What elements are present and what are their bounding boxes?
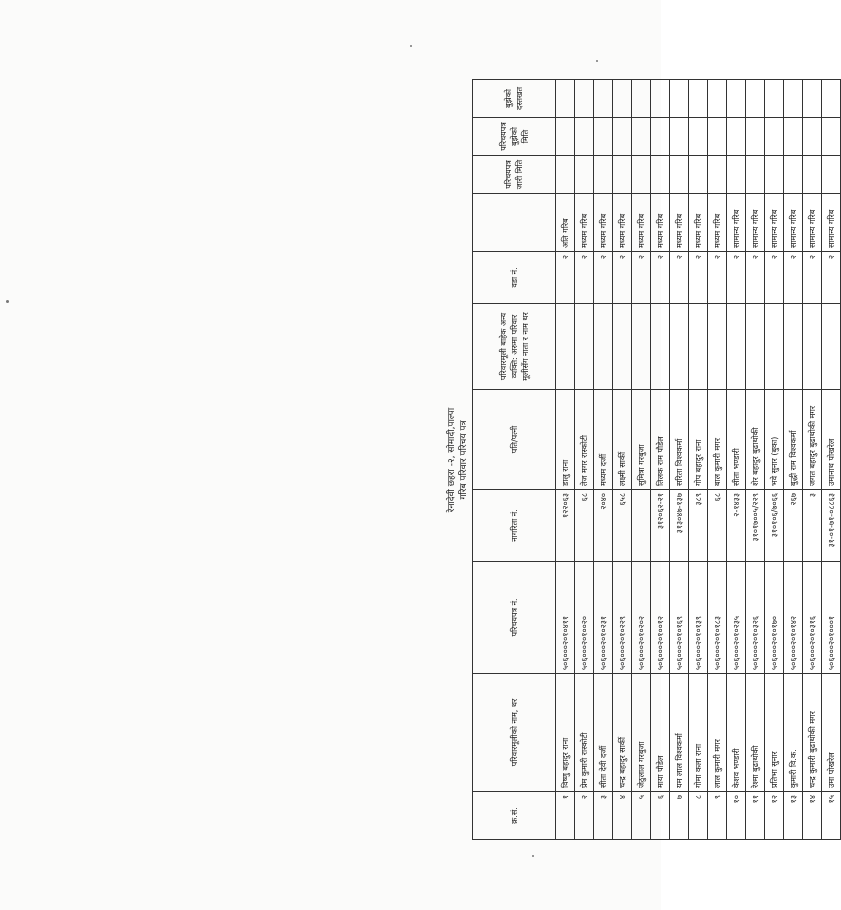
cell-spouse: सुमित्रा गरबुजा — [632, 390, 651, 490]
cell-ward: २ — [632, 252, 651, 304]
cell-other-member — [822, 304, 841, 390]
cell-signature — [689, 80, 708, 118]
cell-spouse: डालु राना — [556, 390, 575, 490]
cell-category: सामान्य गरिब — [822, 194, 841, 252]
cell-name: प्रतिभा सुनार — [765, 674, 784, 792]
cell-issue-date — [594, 156, 613, 194]
cell-other-member — [670, 304, 689, 390]
cell-spouse: भवे सुनार (बुका) — [765, 390, 784, 490]
cell-category: मध्यम गरिब — [575, 194, 594, 252]
table-row — [727, 80, 746, 840]
cell-issue-date — [651, 156, 670, 194]
cell-spouse: सरिता विश्वकर्मा — [670, 390, 689, 490]
col-header-category — [473, 194, 556, 252]
cell-citizenship: ३१०१७००५/२२९ — [746, 490, 765, 562]
cell-ward: २ — [803, 252, 822, 304]
cell-ward: २ — [556, 252, 575, 304]
cell-sn: ५ — [632, 792, 651, 840]
cell-card-no: ५०६०००२०१०२३५ — [727, 562, 746, 674]
cell-category: मध्यम गरिब — [689, 194, 708, 252]
col-header-card-no: परिचयपत्र नं. — [473, 562, 556, 674]
cell-signature — [822, 80, 841, 118]
cell-card-no: ५०६०००२०१००२० — [575, 562, 594, 674]
table-row — [689, 80, 708, 840]
cell-other-member — [632, 304, 651, 390]
table-row — [556, 80, 575, 840]
table-row — [708, 80, 727, 840]
cell-sn: १५ — [822, 792, 841, 840]
cell-issue-date — [632, 156, 651, 194]
cell-signature — [746, 80, 765, 118]
cell-spouse: सीता भण्डारी — [727, 390, 746, 490]
cell-card-no: ५०६०००२०१०४११ — [556, 562, 575, 674]
cell-sn: ३ — [594, 792, 613, 840]
cell-citizenship: ३१३०४७-१३७ — [670, 490, 689, 562]
cell-issue-date — [765, 156, 784, 194]
cell-receive-date — [822, 118, 841, 156]
cell-citizenship: ६८ — [708, 490, 727, 562]
col-header-ward: वडा नं. — [473, 252, 556, 304]
cell-other-member — [708, 304, 727, 390]
cell-receive-date — [784, 118, 803, 156]
cell-citizenship: २०४० — [594, 490, 613, 562]
cell-citizenship: ३१-०१-७१-०८८६३ — [822, 490, 841, 562]
cell-ward: २ — [746, 252, 765, 304]
table-row — [613, 80, 632, 840]
cell-spouse: मध्यम दर्जी — [594, 390, 613, 490]
cell-name: रेश्मा बुढाथोकी — [746, 674, 765, 792]
col-header-signature: बुझेको दस्तखत — [473, 80, 556, 118]
table-row — [670, 80, 689, 840]
table-row — [765, 80, 784, 840]
cell-card-no: ५०६०००२०१०१३९ — [689, 562, 708, 674]
cell-name: प्रेम कुमारी रास्कोटी — [575, 674, 594, 792]
cell-spouse: तिलक राम पौडेल — [651, 390, 670, 490]
cell-signature — [784, 80, 803, 118]
cell-category: सामान्य गरिब — [803, 194, 822, 252]
col-header-other-member: परिवारमूली बाहेक अन्य व्यक्ति: अरुमा परिवार मूलीसँग नाता र नाम थर — [473, 304, 556, 390]
cell-receive-date — [632, 118, 651, 156]
cell-sn: ७ — [670, 792, 689, 840]
cell-card-no: ५०६०००२०१००१२ — [651, 562, 670, 674]
cell-signature — [613, 80, 632, 118]
cell-receive-date — [613, 118, 632, 156]
cell-category: सामान्य गरिब — [727, 194, 746, 252]
cell-sn: २ — [575, 792, 594, 840]
cell-spouse: बुद्धी राम विश्वकर्मा — [784, 390, 803, 490]
cell-ward: २ — [613, 252, 632, 304]
scan-speck — [596, 60, 598, 62]
cell-name: विष्णु बहादुर राना — [556, 674, 575, 792]
cell-card-no: ५०६०००२०१०१४२ — [784, 562, 803, 674]
cell-other-member — [689, 304, 708, 390]
cell-name: चन्द्र कुमारी बुढाथोकी मगर — [803, 674, 822, 792]
col-header-issue-date: परिचयपत्र जारी मिति — [473, 156, 556, 194]
cell-other-member — [575, 304, 594, 390]
cell-name: गोमा कला राना — [689, 674, 708, 792]
table-row — [575, 80, 594, 840]
cell-spouse: जगत बहादुर बुढाथोकी मगर — [803, 390, 822, 490]
cell-category: सामान्य गरिब — [765, 194, 784, 252]
table-row — [632, 80, 651, 840]
cell-citizenship: ३८९ — [689, 490, 708, 562]
cell-sn: १२ — [765, 792, 784, 840]
cell-other-member — [803, 304, 822, 390]
cell-spouse: लक्ष्मी सार्की — [613, 390, 632, 490]
col-header-name: परिवारमूलीको नाम, थर — [473, 674, 556, 792]
cell-signature — [632, 80, 651, 118]
cell-ward: २ — [822, 252, 841, 304]
cell-issue-date — [708, 156, 727, 194]
cell-receive-date — [765, 118, 784, 156]
col-header-sn: क्र.सं. — [473, 792, 556, 840]
cell-other-member — [556, 304, 575, 390]
cell-citizenship: २-१४३३ — [727, 490, 746, 562]
cell-sn: ९ — [708, 792, 727, 840]
cell-category: मध्यम गरिब — [632, 194, 651, 252]
cell-spouse: गोप बहादुर राना — [689, 390, 708, 490]
table-row — [803, 80, 822, 840]
header-row — [473, 80, 556, 840]
cell-card-no: ५०६०००२०१०३१६ — [803, 562, 822, 674]
cell-ward: २ — [708, 252, 727, 304]
cell-category: सामान्य गरिब — [746, 194, 765, 252]
scan-speck — [6, 300, 9, 303]
document-heading: रेनादेवी छहरा -२, सोमादी,पाल्पा — [447, 407, 457, 513]
cell-sn: ४ — [613, 792, 632, 840]
table-row — [784, 80, 803, 840]
cell-ward: २ — [689, 252, 708, 304]
cell-signature — [575, 80, 594, 118]
cell-receive-date — [746, 118, 765, 156]
cell-receive-date — [670, 118, 689, 156]
cell-name: माया पौडेल — [651, 674, 670, 792]
cell-signature — [708, 80, 727, 118]
cell-spouse: उमानाथ पोखरेल — [822, 390, 841, 490]
cell-receive-date — [803, 118, 822, 156]
cell-signature — [594, 80, 613, 118]
scan-speck — [410, 45, 412, 47]
cell-name: उमा पोखरेल — [822, 674, 841, 792]
cell-issue-date — [727, 156, 746, 194]
cell-other-member — [651, 304, 670, 390]
cell-issue-date — [803, 156, 822, 194]
cell-sn: ११ — [746, 792, 765, 840]
cell-sn: १४ — [803, 792, 822, 840]
cell-card-no: ५०६०००२०१०१७० — [765, 562, 784, 674]
cell-name: चन्द्र बहादुर सार्की — [613, 674, 632, 792]
cell-category: मध्यम गरिब — [670, 194, 689, 252]
cell-sn: १३ — [784, 792, 803, 840]
cell-ward: २ — [651, 252, 670, 304]
cell-other-member — [765, 304, 784, 390]
cell-sn: १० — [727, 792, 746, 840]
document-subheading: गरिब परिवार परिचय पत्र — [459, 420, 469, 500]
cell-signature — [765, 80, 784, 118]
cell-receive-date — [575, 118, 594, 156]
cell-spouse: तेज मगर रास्कोटी — [575, 390, 594, 490]
cell-name: लाल कुमारी मगर — [708, 674, 727, 792]
cell-ward: २ — [575, 252, 594, 304]
table-row — [746, 80, 765, 840]
table-row — [651, 80, 670, 840]
cell-receive-date — [556, 118, 575, 156]
cell-name: जेठुलाल गरबुजा — [632, 674, 651, 792]
cell-issue-date — [689, 156, 708, 194]
cell-receive-date — [689, 118, 708, 156]
cell-category: अति गरिब — [556, 194, 575, 252]
cell-citizenship — [632, 490, 651, 562]
cell-other-member — [594, 304, 613, 390]
cell-signature — [803, 80, 822, 118]
cell-signature — [727, 80, 746, 118]
cell-sn: ८ — [689, 792, 708, 840]
cell-issue-date — [556, 156, 575, 194]
cell-issue-date — [746, 156, 765, 194]
cell-name: सीता देवी दर्जी — [594, 674, 613, 792]
poor-family-table — [472, 79, 841, 840]
col-header-spouse: पति/पत्नी — [473, 390, 556, 490]
scan-speck — [532, 855, 534, 857]
cell-ward: २ — [594, 252, 613, 304]
cell-citizenship: ६५८ — [613, 490, 632, 562]
cell-receive-date — [651, 118, 670, 156]
cell-other-member — [784, 304, 803, 390]
cell-citizenship: १२२०६३ — [556, 490, 575, 562]
table-row — [822, 80, 841, 840]
cell-other-member — [746, 304, 765, 390]
cell-signature — [556, 80, 575, 118]
cell-card-no: ५०६०००२०१०००१ — [822, 562, 841, 674]
col-header-receive-date: परिचयपत्र बुझेको मिति — [473, 118, 556, 156]
cell-ward: २ — [727, 252, 746, 304]
cell-card-no: ५०६०००२०१०२३१ — [594, 562, 613, 674]
cell-citizenship: ३१२०६२-२१ — [651, 490, 670, 562]
cell-citizenship: २६७ — [784, 490, 803, 562]
cell-ward: २ — [784, 252, 803, 304]
cell-citizenship: ३ — [803, 490, 822, 562]
cell-receive-date — [727, 118, 746, 156]
cell-other-member — [613, 304, 632, 390]
cell-card-no: ५०६०००२०१०२०२ — [632, 562, 651, 674]
cell-other-member — [727, 304, 746, 390]
table-row — [594, 80, 613, 840]
cell-citizenship: ६८ — [575, 490, 594, 562]
cell-category: मध्यम गरिब — [708, 194, 727, 252]
rotated-document — [88, 80, 836, 840]
cell-spouse: बाल कुमारी मगर — [708, 390, 727, 490]
col-header-citizenship: नागरिता नं. — [473, 490, 556, 562]
cell-card-no: ५०६०००२०१०१६९ — [670, 562, 689, 674]
cell-ward: २ — [765, 252, 784, 304]
cell-card-no: ५०६०००२०१०३२६ — [746, 562, 765, 674]
cell-issue-date — [575, 156, 594, 194]
cell-category: मध्यम गरिब — [651, 194, 670, 252]
cell-sn: ६ — [651, 792, 670, 840]
cell-citizenship: ३१०१०६/७०६६ — [765, 490, 784, 562]
cell-category: मध्यम गरिब — [613, 194, 632, 252]
cell-issue-date — [670, 156, 689, 194]
cell-issue-date — [822, 156, 841, 194]
cell-signature — [670, 80, 689, 118]
cell-category: सामान्य गरिब — [784, 194, 803, 252]
cell-category: मध्यम गरिब — [594, 194, 613, 252]
cell-sn: १ — [556, 792, 575, 840]
cell-issue-date — [613, 156, 632, 194]
cell-ward: २ — [670, 252, 689, 304]
cell-receive-date — [594, 118, 613, 156]
cell-issue-date — [784, 156, 803, 194]
cell-card-no: ५०६०००२०१०१८३ — [708, 562, 727, 674]
cell-spouse: शेर बहादुर बुढाथोकी — [746, 390, 765, 490]
cell-receive-date — [708, 118, 727, 156]
cell-signature — [651, 80, 670, 118]
cell-name: यम लाल विश्वकर्मा — [670, 674, 689, 792]
cell-card-no: ५०६०००२०१०२२९ — [613, 562, 632, 674]
cell-name: केशव भण्डारी — [727, 674, 746, 792]
cell-name: कुमारी वि.क. — [784, 674, 803, 792]
